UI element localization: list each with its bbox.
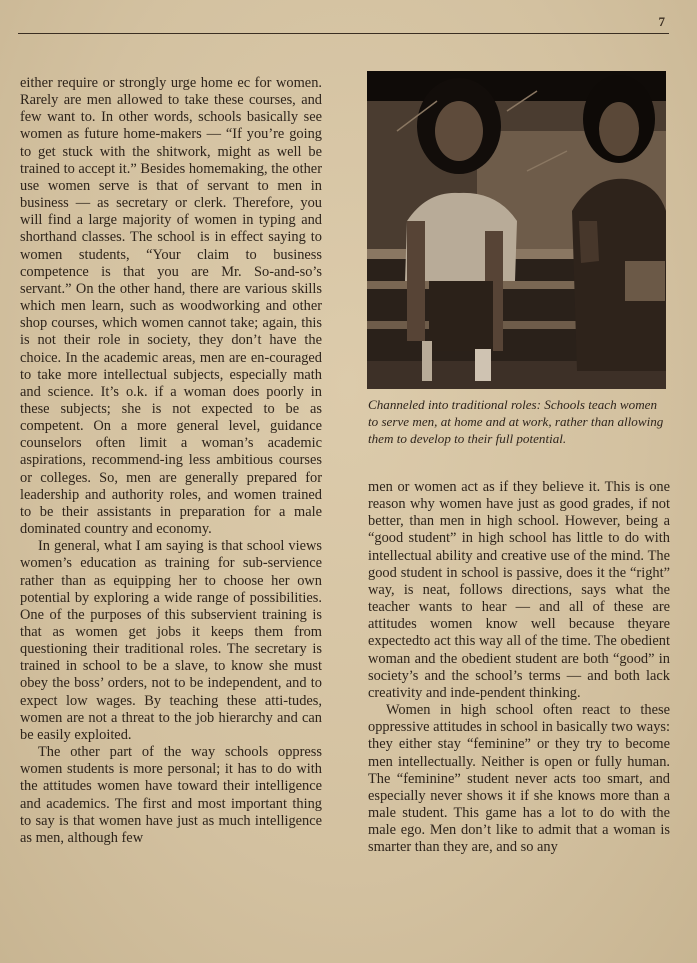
- photo-caption: Channeled into traditional roles: Schools teach women to serve men, at home and at work, rather than allowing them to develop to their full potential.: [368, 397, 664, 446]
- paragraph: Women in high school often react to these oppressive attitudes in school in basically two ways: they either stay “feminine” or they try to become men intellectually. Neither is open or fully human. The “feminine” student never acts too smart, and especially never shows it if she knows more than a male student. This game has a lot to do with the male ego. Men don’t like to admit that a woman is smarter than they are, and so any: [368, 702, 670, 856]
- paragraph: In general, what I am saying is that school views women’s education as training for sub-servience rather than as equipping her to choose her own potential by exploring a wide range of possibilities. One of the purposes of this subservient training is that as women get jobs it keeps them from questioning their traditional roles. The secretary is trained in school to be a slave, to know she must obey the boss’ orders, not to be independent, and to expect low wages. By teaching these atti-tudes, women are not a threat to the job hierarchy and can be easily exploited.: [20, 538, 322, 743]
- photo-two-women-on-steps: [367, 71, 666, 389]
- paragraph: The other part of the way schools oppress women students is more personal; it has to do with the attitudes women have toward their intelligence and academics. The first and most important thing to say is that women have just as much intelligence as men, although few: [20, 744, 322, 846]
- page-number: 7: [658, 14, 665, 29]
- paragraph: either require or strongly urge home ec for women. Rarely are men allowed to take these courses, and few want to. In other words, schools basically see women as future home-makers — “If you’re going to get stuck with the shitwork, might as well be trained to accept it.” Besides homemaking, the other use women serve is that of servant to men in business — as secretary or clerk. Therefore, you will find a large majority of women in typing and shorthand classes. The school is in effect saying to women students, “Your claim to business competence is that you are Mr. So-and-so’s servant.” On the other hand, there are various skills which men learn, such as woodworking and other shop courses, which women cannot take; again, this is not their role in society, they don’t have the choice. In the academic areas, men are en-couraged to take more intellectual subjects, especially math and science. It’s o.k. if a woman does poorly in these subjects; she is not expected to be as competent. On a more general level, guidance counselors often limit a woman’s academic aspirations, recommend-ing less ambitious courses or colleges. So, men are generally prepared for leadership and authority roles, and women trained to be their assistants in preparation for a male dominated country and economy.: [20, 75, 322, 538]
- header-rule: [18, 33, 669, 34]
- paragraph: men or women act as if they believe it. This is one reason why women have just as good grades, if not better, than men in high school. However, being a “good student” in high school has little to do with intellectual ability and creative use of the mind. The good student in school is passive, does it the “right” way, is neat, follows directions, says what the teacher wants to hear — and all of these are attitudes women know well because theyare expectedto act this way all of the time. The obedient woman and the obedient student are both “good” in society’s and the school’s terms — and both lack creativity and inde-pendent thinking.: [368, 479, 670, 701]
- article-right-column: [368, 479, 670, 856]
- article-photo: [367, 71, 666, 389]
- article-left-column: [20, 75, 322, 847]
